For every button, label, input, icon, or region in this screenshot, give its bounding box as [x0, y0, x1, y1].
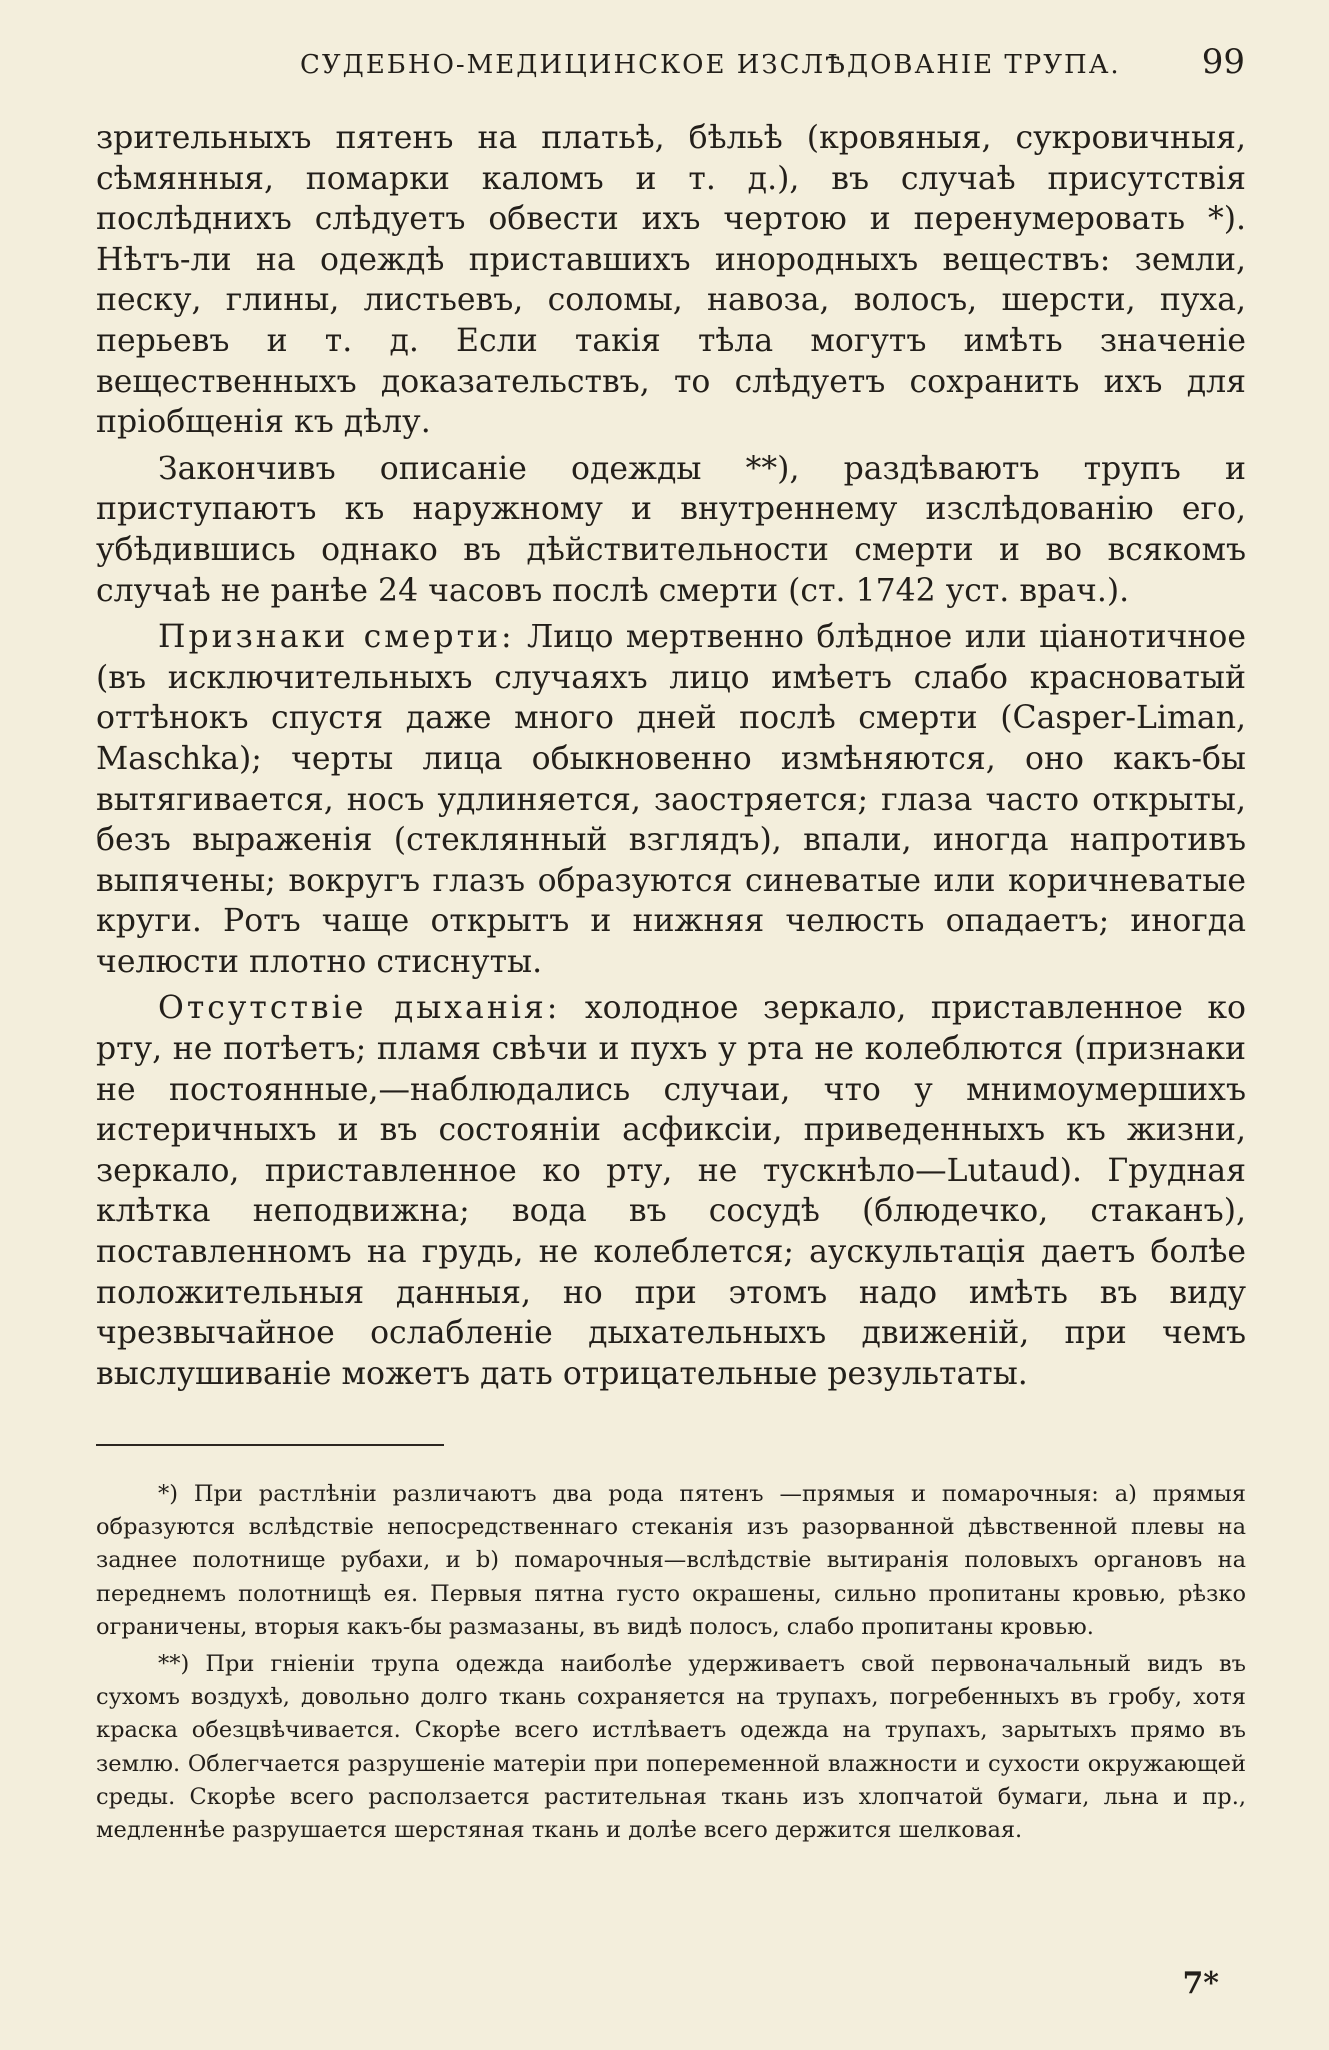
paragraph-clothing-stains: зрительныхъ пятенъ на платьѣ, бѣльѣ (кровяныя, сукровичныя, сѣмянныя, помарки каломъ и т. д.), въ случаѣ присутствія послѣднихъ слѣдуетъ обвести ихъ чертою и перенумеровать *). Нѣтъ-ли на одеждѣ приставшихъ инородныхъ веществъ: земли, песку, глины, листьевъ, соломы, навоза, волосъ, шерсти, пуха, перьевъ и т. д. Если такія тѣла могутъ имѣть значеніе вещественныхъ доказательствъ, то слѣдуетъ сохранить ихъ для пріобщенія къ дѣлу. — [96, 120, 1246, 441]
footnote-1: *) При растлѣніи различаютъ два рода пятенъ —прямыя и помарочныя: а) прямыя образуются вслѣдствіе непосредственнаго стеканія изъ разорванной дѣвственной плевы на заднее полотнище рубахи, и b) помарочныя—вслѣдствіе вытиранія половыхъ органовъ на переднемъ полотнищѣ ея. Первыя пятна густо окрашены, сильно пропитаны кровью, рѣзко ограничены, вторыя какъ-бы размазаны, въ видѣ полосъ, слабо пропитаны кровью. — [96, 1481, 1246, 1640]
footnotes — [96, 1478, 1246, 1851]
paragraph-signs-of-death — [96, 617, 1246, 982]
main-text — [96, 118, 1246, 1400]
header-title: СУДЕБНО-МЕДИЦИНСКОЕ ИЗСЛѢДОВАНІЕ ТРУПА. — [300, 50, 1121, 80]
footnote-divider — [96, 1444, 444, 1446]
signs-of-death-heading: Признаки смерти: — [158, 619, 515, 656]
signature-mark: 7* — [1182, 1966, 1219, 2001]
paragraph-undressing: Закончивъ описаніе одежды **), раздѣваютъ трупъ и приступаютъ къ наружному и внутреннему изслѣдованію его, убѣдившись однако въ дѣйствительности смерти и во всякомъ случаѣ не ранѣе 24 часовъ послѣ смерти (ст. 1742 уст. врач.). — [96, 450, 1246, 609]
page-number: 99 — [1201, 42, 1245, 82]
signs-of-death-text: Лицо мертвенно блѣдное или ціанотичное (въ исключительныхъ случаяхъ лицо имѣетъ слабо красноватый оттѣнокъ спустя даже много дней послѣ смерти (Casper-Liman, Maschka); черты лица обыкновенно измѣняются, оно какъ-бы вытягивается, носъ удлиняется, заостряется; глаза часто открыты, безъ выраженія (стеклянный взглядъ), впали, иногда напротивъ выпячены; вокругъ глазъ образуются синеватые или коричневатые круги. Ротъ чаще открытъ и нижняя челюсть опадаетъ; иногда челюсти плотно стиснуты. — [96, 619, 1246, 980]
absence-of-breathing-heading: Отсутствіе дыханія: — [158, 990, 561, 1027]
absence-of-breathing-text: холодное зеркало, приставленное ко рту, не потѣетъ; пламя свѣчи и пухъ у рта не колеблются (признаки не постоянные,—наблюдались случаи, что у мнимоумершихъ истеричныхъ и въ состояніи асфиксіи, приведенныхъ къ жизни, зеркало, приставленное ко рту, не тускнѣло—Lutaud). Грудная клѣтка неподвижна; вода въ сосудѣ (блюдечко, стаканъ), поставленномъ на грудь, не колеблется; аускультація даетъ болѣе положительныя данныя, но при этомъ надо имѣть въ виду чрезвычайное ослабленіе дыхательныхъ движеній, при чемъ выслушиваніе можетъ дать отрицательные результаты. — [96, 990, 1246, 1392]
paragraph-absence-of-breathing — [96, 988, 1246, 1394]
footnote-2: **) При гніеніи трупа одежда наиболѣе удерживаетъ свой первоначальный видъ въ сухомъ воздухѣ, довольно долго ткань сохраняется на трупахъ, погребенныхъ въ гробу, хотя краска обезцвѣчивается. Скорѣе всего истлѣваетъ одежда на трупахъ, зарытыхъ прямо въ землю. Облегчается разрушеніе матеріи при попеременной влажности и сухости окружающей среды. Скорѣе всего расползается растительная ткань изъ хлопчатой бумаги, льна и пр., медленнѣе разрушается шерстяная ткань и долѣе всего держится шелковая. — [96, 1651, 1246, 1844]
